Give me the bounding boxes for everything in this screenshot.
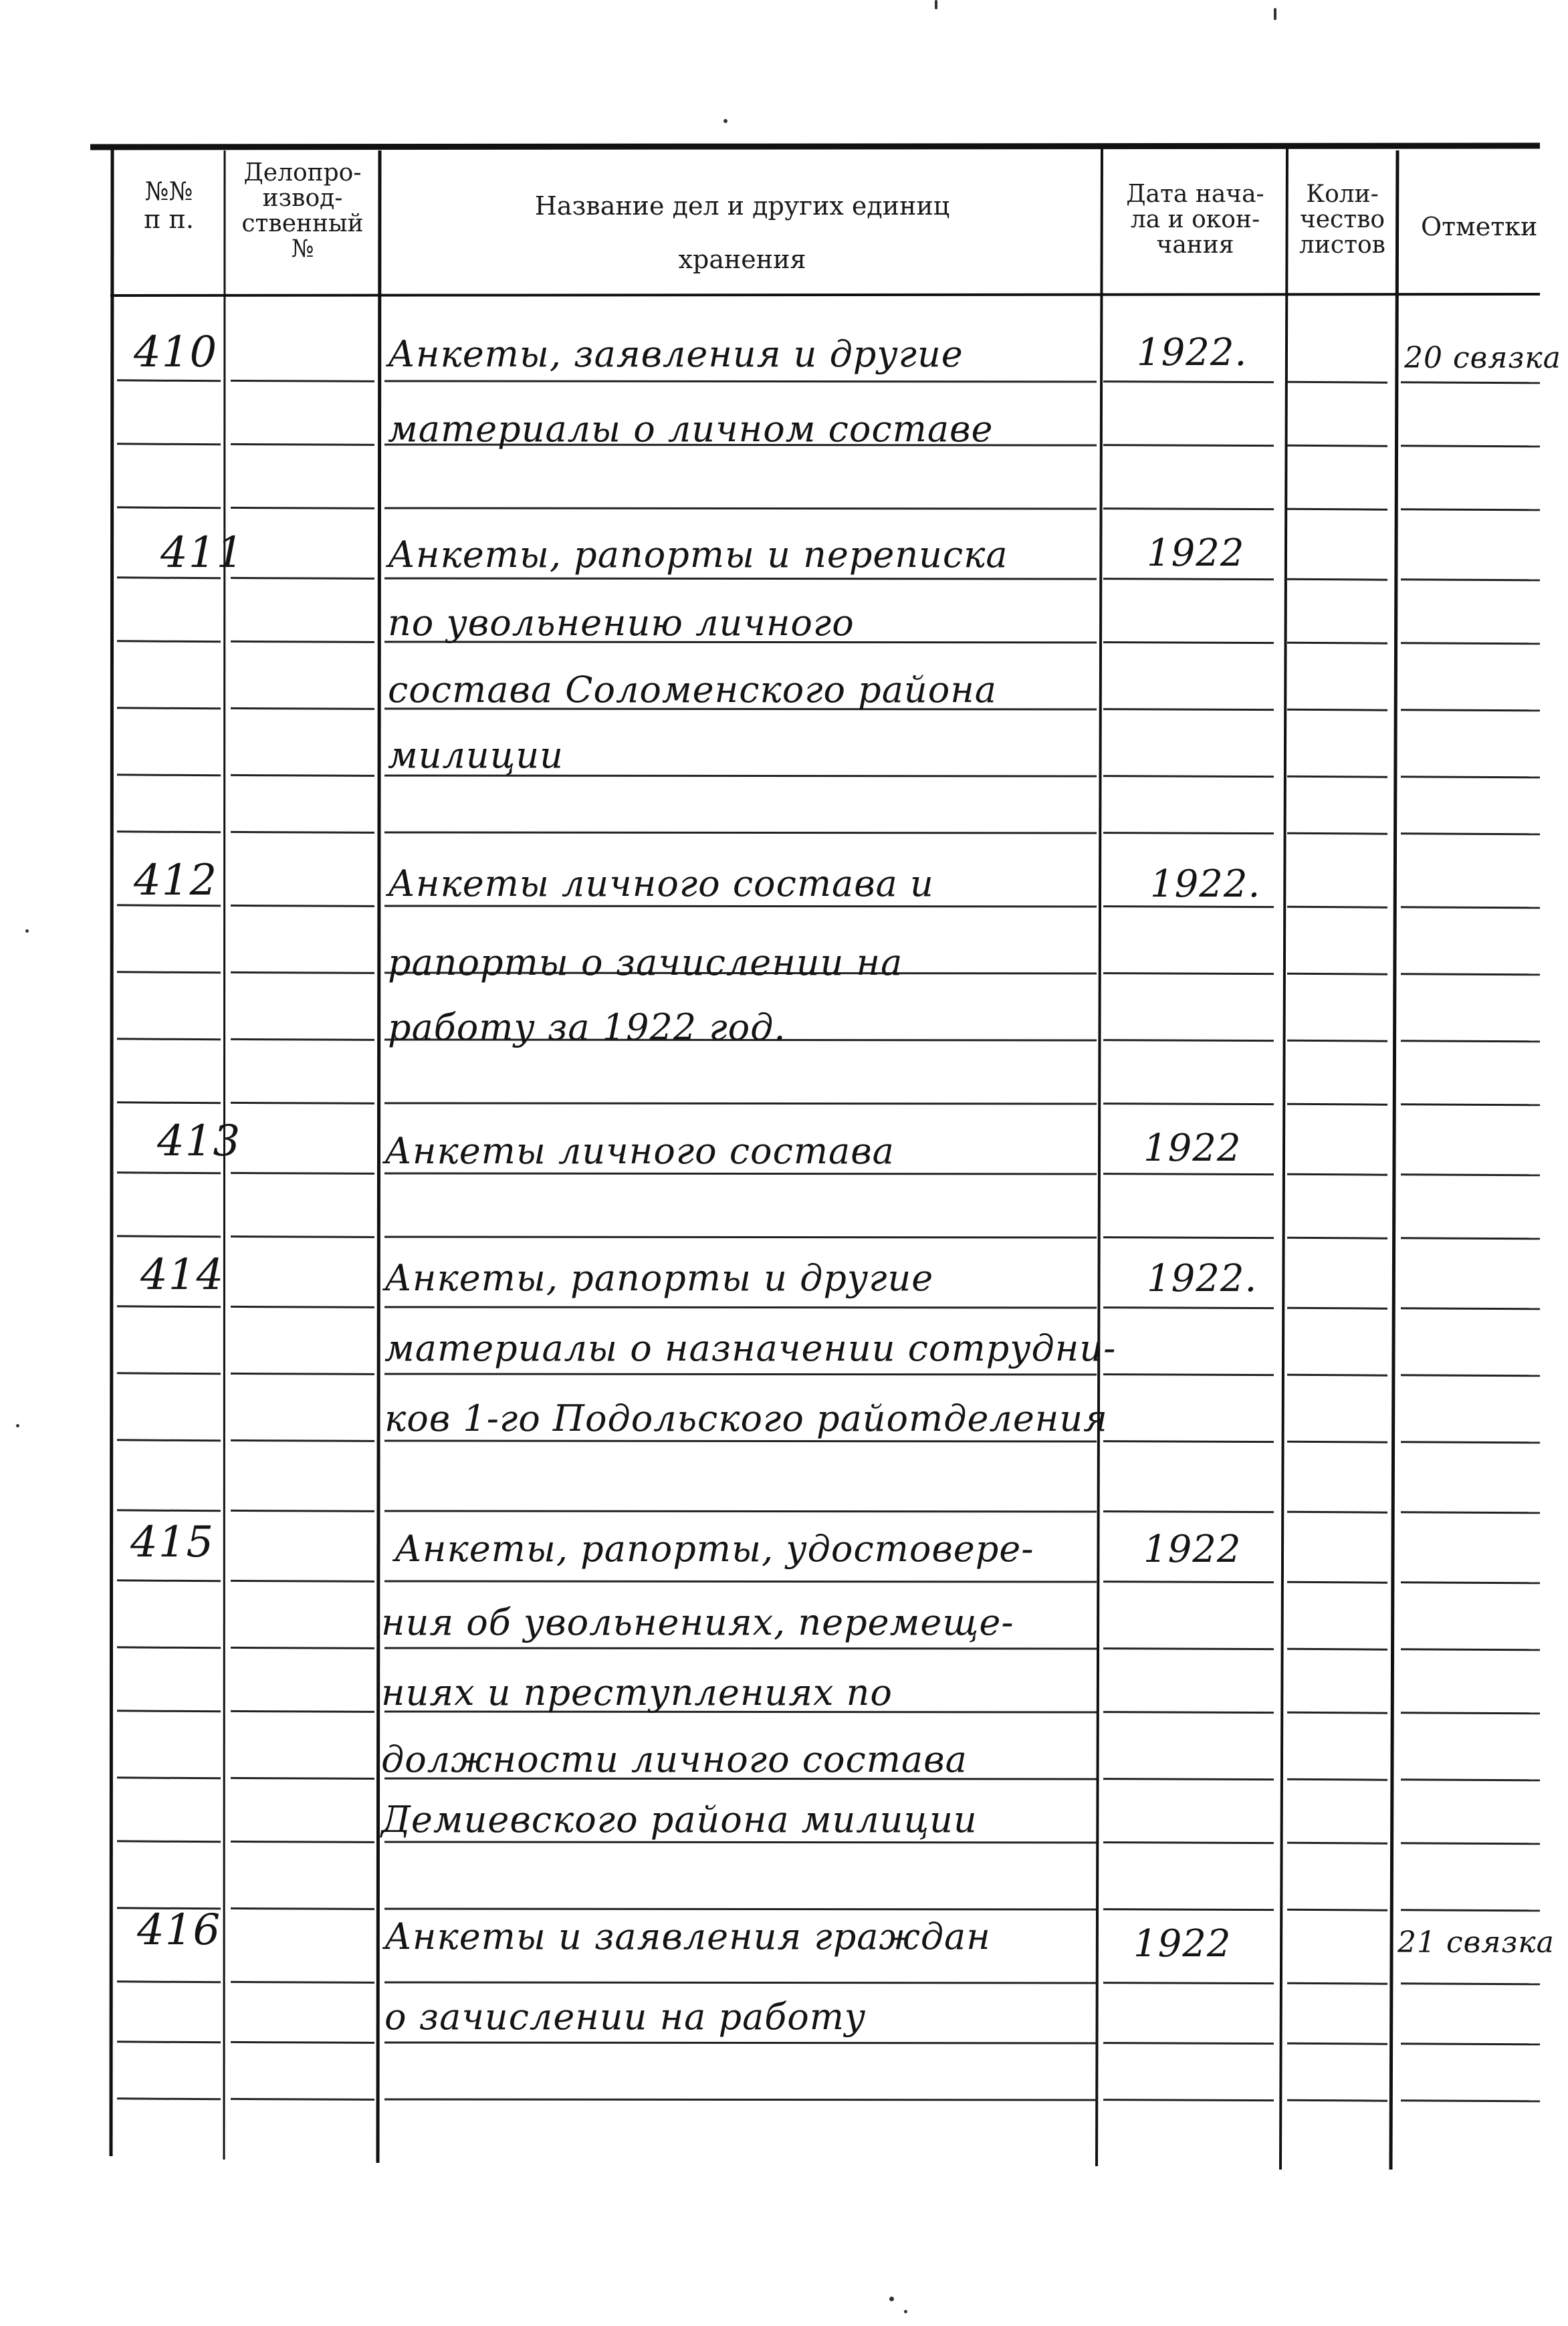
rule-line: [1401, 1713, 1540, 1714]
rule-line: [1401, 1104, 1540, 1105]
rule-line: [1401, 1910, 1540, 1911]
row-title-line: Анкеты, рапорты и переписка: [388, 534, 1008, 576]
rule-line: [1401, 643, 1540, 644]
row-dates: 1922.: [1147, 1257, 1258, 1300]
rule-line: [1103, 1983, 1274, 1984]
rule-line: [117, 1306, 221, 1307]
rule-line: [117, 444, 221, 445]
rule-line: [1401, 382, 1540, 383]
rule-line: [1287, 2043, 1387, 2044]
rule-line: [1401, 974, 1540, 975]
rule-line: [231, 1841, 374, 1842]
rule-line: [1103, 1441, 1274, 1442]
row-title-line: по увольнению личного: [388, 602, 855, 644]
row-title-line: Анкеты, рапорты и другие: [384, 1257, 934, 1299]
rule-line: [1401, 1375, 1540, 1376]
rule-line: [1401, 907, 1540, 908]
rule-line: [117, 708, 221, 709]
header-sheet-count: Коли- чество листов: [1299, 181, 1385, 259]
rule-line: [231, 380, 374, 381]
rule-line: [384, 508, 1097, 509]
rule-line: [231, 641, 374, 642]
rule-line: [231, 1908, 374, 1909]
rule-line: [231, 775, 374, 776]
rule-line: [1287, 1909, 1387, 1910]
row-title-line: состава Соломенского района: [388, 669, 997, 711]
scan-speck: [889, 2297, 894, 2301]
rule-line: [117, 1711, 221, 1712]
rule-line: [231, 1236, 374, 1237]
rule-line: [231, 1373, 374, 1374]
rule-line: [1401, 1649, 1540, 1650]
rule-line: [231, 1039, 374, 1040]
scan-speck: [25, 929, 29, 933]
rule-line: [384, 906, 1097, 907]
rule-line: [384, 832, 1097, 833]
rule-line: [117, 1236, 221, 1237]
rule-line: [231, 1440, 374, 1441]
row-title-line: должности личного состава: [381, 1738, 968, 1780]
rule-line: [117, 1510, 221, 1511]
row-title-line: Анкеты, рапорты, удостовере-: [395, 1528, 1034, 1570]
row-dates: 1922: [1143, 1127, 1242, 1170]
rule-line: [117, 641, 221, 642]
rule-line: [1103, 833, 1274, 834]
rule-line: [231, 1647, 374, 1648]
rule-line: [231, 1510, 374, 1511]
rule-line: [1287, 1441, 1387, 1442]
row-number: 413: [157, 1117, 241, 1166]
rule-line: [1287, 1040, 1387, 1041]
rule-line: [1103, 1040, 1274, 1041]
rule-line: [1103, 776, 1274, 777]
rule-line: [117, 775, 221, 776]
row-number: 411: [160, 528, 245, 578]
rule-line: [1103, 709, 1274, 710]
rule-line: [231, 507, 374, 508]
rule-line: [1287, 1983, 1387, 1984]
rule-line: [1287, 445, 1387, 446]
row-dates: 1922: [1143, 1528, 1242, 1571]
rule-line: [117, 1440, 221, 1441]
rule-line: [117, 1039, 221, 1040]
row-dates: 1922: [1147, 532, 1245, 575]
rule-line: [117, 1373, 221, 1374]
rule-line: [1103, 1909, 1274, 1910]
rule-line: [231, 2042, 374, 2043]
rule-line: [117, 1647, 221, 1648]
rule-line: [1401, 2044, 1540, 2045]
row-dates: 1922: [1133, 1922, 1232, 1966]
rule-line: [1287, 1712, 1387, 1713]
rule-line: [1401, 710, 1540, 711]
rule-line: [117, 380, 221, 381]
row-number: 412: [134, 856, 218, 905]
row-title-line: Анкеты и заявления граждан: [384, 1915, 991, 1958]
rule-line: [1103, 579, 1274, 580]
row-title-line: материалы о назначении сотрудни-: [384, 1327, 1117, 1369]
scan-speck: [904, 2310, 907, 2313]
rule-line: [231, 444, 374, 445]
rule-line: [1103, 1174, 1274, 1175]
rule-line: [231, 708, 374, 709]
row-title-line: работу за 1922 год.: [388, 1006, 786, 1048]
row-title-line: Анкеты, заявления и другие: [388, 333, 964, 375]
rule-line: [1287, 1582, 1387, 1583]
row-title-line: милиции: [388, 734, 564, 776]
rule-line: [384, 381, 1097, 382]
row-notes: 20 связка: [1404, 341, 1561, 375]
row-title-line: Анкеты личного состава: [384, 1130, 895, 1172]
rule-line: [117, 1102, 221, 1103]
rule-line: [384, 1581, 1097, 1582]
rule-line: [1401, 509, 1540, 510]
scan-speck: [1274, 8, 1276, 20]
row-number: 410: [134, 328, 218, 377]
rule-line: [1401, 1041, 1540, 1042]
rule-line: [384, 578, 1097, 579]
rule-line: [1401, 1238, 1540, 1239]
rule-line: [384, 1982, 1097, 1983]
rule-line: [1401, 777, 1540, 778]
rule-line: [117, 972, 221, 973]
rule-line: [384, 2099, 1097, 2100]
rule-line: [1287, 1174, 1387, 1175]
rule-line: [1401, 1442, 1540, 1443]
rule-line: [384, 1511, 1097, 1512]
rule-line: [117, 1841, 221, 1842]
rule-line: [1287, 709, 1387, 710]
rule-line: [384, 1307, 1097, 1308]
row-title-line: ниях и преступлениях по: [381, 1671, 893, 1714]
rule-line: [117, 2042, 221, 2043]
rule-line: [1287, 2100, 1387, 2101]
rule-line: [1103, 973, 1274, 974]
header-case-file-number: Делопро- извод- ственный №: [241, 159, 364, 263]
rule-line: [1103, 1779, 1274, 1780]
scan-speck: [723, 119, 727, 123]
rule-line: [384, 1237, 1097, 1238]
rule-line: [1103, 2100, 1274, 2101]
rule-line: [384, 1842, 1097, 1843]
rule-line: [1401, 1512, 1540, 1513]
row-number: 415: [130, 1518, 215, 1567]
row-dates: 1922.: [1150, 862, 1261, 906]
rule-line: [231, 1102, 374, 1103]
row-notes: 21 связка: [1397, 1926, 1555, 1960]
rule-line: [384, 1103, 1097, 1104]
rule-line: [1287, 973, 1387, 974]
header-notes: Отметки: [1421, 212, 1538, 241]
row-title-line: о зачислении на работу: [384, 1996, 867, 2038]
rule-line: [1401, 1843, 1540, 1844]
rule-line: [1103, 1582, 1274, 1583]
rule-line: [231, 905, 374, 906]
row-title-line: Анкеты личного состава и: [388, 862, 934, 905]
rule-line: [384, 1173, 1097, 1174]
header-title: Название дел и других единиц хранения: [534, 191, 950, 274]
rule-line: [1103, 445, 1274, 446]
rule-line: [231, 972, 374, 973]
scan-speck: [935, 0, 937, 9]
header-dates: Дата нача- ла и окон- чания: [1126, 181, 1264, 259]
rule-line: [1401, 446, 1540, 447]
header-number: №№ п п.: [144, 177, 194, 234]
row-title-line: рапорты о зачислении на: [388, 941, 903, 983]
scan-speck: [16, 1424, 19, 1427]
row-number: 416: [137, 1905, 221, 1955]
rule-line: [384, 1648, 1097, 1649]
rule-line: [1103, 2043, 1274, 2044]
row-title-line: Демиевского района милиции: [381, 1798, 978, 1841]
row-dates: 1922.: [1137, 331, 1248, 374]
rule-line: [231, 1711, 374, 1712]
rule-line: [1287, 579, 1387, 580]
row-title-line: ков 1-го Подольского райотделения: [384, 1397, 1108, 1439]
row-number: 414: [140, 1250, 225, 1300]
rule-line: [231, 1306, 374, 1307]
rule-line: [1287, 833, 1387, 834]
row-title-line: материалы о личном составе: [388, 408, 994, 450]
rule-line: [1103, 1712, 1274, 1713]
row-title-line: ния об увольнениях, перемеще-: [381, 1601, 1014, 1643]
rule-line: [384, 1374, 1097, 1375]
rule-line: [117, 507, 221, 508]
rule-line: [1287, 776, 1387, 777]
rule-line: [1287, 1779, 1387, 1780]
rule-line: [1401, 1308, 1540, 1309]
